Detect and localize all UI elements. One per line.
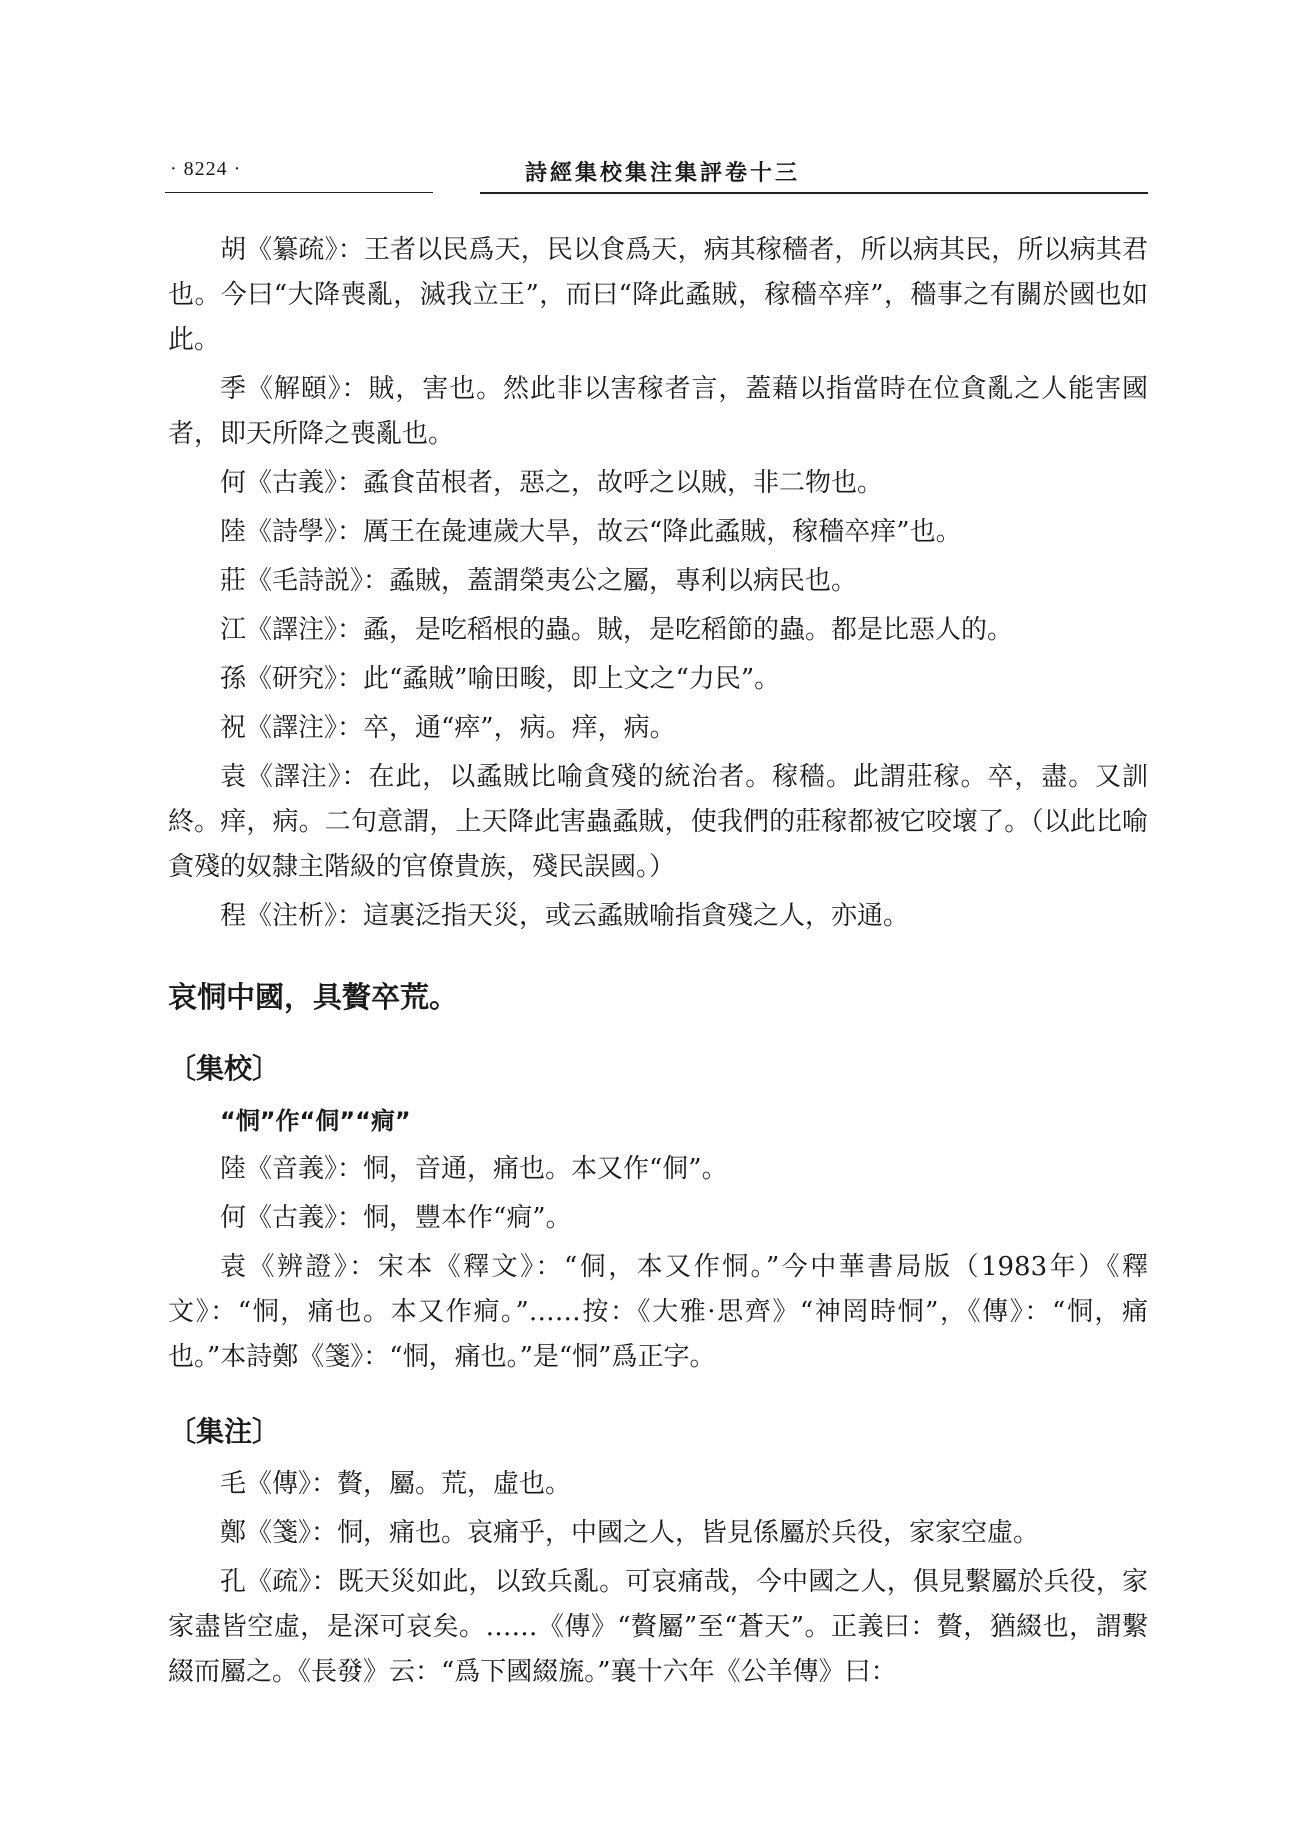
verse-line: 哀恫中國，具贅卒荒。 [168, 980, 459, 1014]
commentary-paragraph: 江《譯注》：蟊，是吃稻根的蟲。賊，是吃稻節的蟲。都是比惡人的。 [220, 615, 1014, 645]
commentary-paragraph: 袁《譯注》：在此，以蟊賊比喻貪殘的統治者。稼穡。此謂莊稼。卒，盡。又訓終。痒，病。二句意謂，上天降此害蟲蟊賊，使我們的莊稼都被它咬壞了。（以此比喻貪殘的奴隸主階級的官僚貴族，殘民誤國。） [168, 762, 1148, 882]
commentary-paragraph: 莊《毛詩説》：蟊賊，蓋謂榮夷公之屬，專利以病民也。 [220, 566, 858, 596]
commentary-paragraph: 季《解頤》：賊，害也。然此非以害稼者言，蓋藉以指當時在位貪亂之人能害國者，即天所降之喪亂也。 [168, 374, 1148, 449]
page-header [170, 158, 1150, 188]
variant-note: “恫”作“侗”“痌” [220, 1107, 411, 1135]
header-rule-left [165, 192, 433, 193]
annotation-paragraph: 毛《傳》：贅，屬。荒，虛也。 [220, 1469, 572, 1499]
commentary-paragraph: 陸《詩學》：厲王在彘連歲大旱，故云“降此蟊賊，稼穡卒痒”也。 [220, 517, 962, 547]
collation-paragraph: 何《古義》：恫，豐本作“痌”。 [220, 1203, 572, 1233]
annotation-paragraph: 孔《疏》：既天災如此，以致兵亂。可哀痛哉，今中國之人，俱見繫屬於兵役，家家盡皆空虛，是深可哀矣。……《傳》“贅屬”至“蒼天”。正義曰：贅，猶綴也，謂繫綴而屬之。《長發》云：“爲下國綴旒。”襄十六年《公羊傳》曰： [168, 1567, 1148, 1687]
main-text [168, 228, 1148, 1699]
commentary-paragraph: 何《古義》：蟊食苗根者，惡之，故呼之以賊，非二物也。 [220, 468, 884, 498]
commentary-paragraph: 祝《譯注》：卒，通“瘁”，病。痒，病。 [220, 713, 676, 743]
collation-paragraph: 袁《辨證》：宋本《釋文》：“侗，本又作恫。”今中華書局版（1983年）《釋文》：“恫，痛也。本又作痌。”……按：《大雅·思齊》“神罔時恫”，《傳》：“恫，痛也。”本詩鄭《箋》：“恫，痛也。”是“恫”爲正字。 [168, 1252, 1148, 1372]
header-rule-right [480, 192, 1148, 194]
collation-paragraph: 陸《音義》：恫，音通，痛也。本又作“侗”。 [220, 1154, 728, 1184]
commentary-paragraph: 程《注析》：這裏泛指天災，或云蟊賊喻指貪殘之人，亦通。 [220, 901, 910, 931]
annotation-paragraph: 鄭《箋》：恫，痛也。哀痛乎，中國之人，皆見係屬於兵役，家家空虛。 [220, 1518, 1040, 1548]
running-title: 詩經集校集注集評卷十三 [525, 160, 801, 186]
section-heading-jijiao: 〔集校〕 [168, 1052, 281, 1085]
page-number: · 8224 · [170, 158, 242, 180]
commentary-paragraph: 胡《纂疏》：王者以民爲天，民以食爲天，病其稼穡者，所以病其民，所以病其君也。今曰“大降喪亂，滅我立王”，而曰“降此蟊賊，稼穡卒痒”，穡事之有關於國也如此。 [168, 235, 1148, 355]
section-heading-jizhu: 〔集注〕 [168, 1415, 281, 1448]
commentary-paragraph: 孫《研究》：此“蟊賊”喻田畯，即上文之“力民”。 [220, 664, 781, 694]
